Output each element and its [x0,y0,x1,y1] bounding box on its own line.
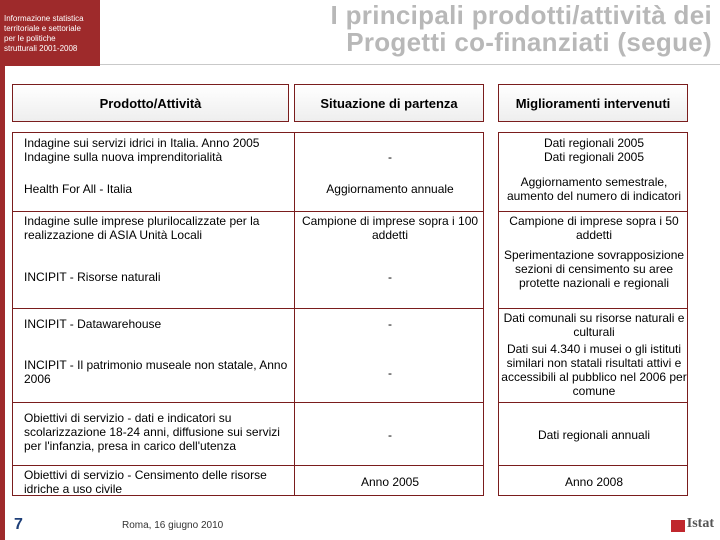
page-number: 7 [14,516,23,533]
table-cell-start: Campione di imprese sopra i 100 addetti [301,214,479,242]
table-cell-product: Indagine sui servizi idrici in Italia. Anno 2005 [24,136,260,150]
row-separator [12,308,484,309]
logo-line: Informazione statistica [4,14,84,23]
row-separator [12,465,484,466]
table-cell-product: INCIPIT - Risorse naturali [24,270,161,284]
row-separator [498,465,688,466]
logo-line: strutturali 2001-2008 [4,44,78,53]
title-rule [100,64,720,65]
header-logo-box [0,0,100,66]
table-cell-start: - [388,428,392,442]
table-cell-product: Obiettivi di servizio - Censimento delle risorse idriche a uso civile [24,468,267,496]
slide-title-line1: I principali prodotti/attività dei [330,0,712,30]
column-divider [294,132,295,496]
row-separator [498,402,688,403]
logo-line: per le politiche [4,34,56,43]
table-cell-product: Obiettivi di servizio - dati e indicatori su scolarizzazione 18-24 anni, diffusione sui servizi per l'infanzia, presa in carico dell'utenza [24,411,280,453]
table-cell-improvement: Dati comunali su risorse naturali e culturali [503,311,685,339]
istat-logo-text: Istat [686,516,714,531]
column-header-improvement: Miglioramenti intervenuti [498,84,688,122]
table-cell-improvement: Aggiornamento semestrale, aumento del numero di indicatori [506,175,682,203]
row-separator [12,211,484,212]
table-cell-improvement: Anno 2008 [564,475,624,489]
table-cell-improvement: Campione di imprese sopra i 50 addetti [509,214,679,242]
slide-title-line2: Progetti co-finanziati (segue) [346,27,712,57]
table-cell-improvement: Dati sui 4.340 i musei o gli istituti similari non statali risultati attivi e accessibili al pubblico nel 2006 per comune [501,342,687,398]
table-cell-start: - [388,366,392,380]
table-cell-start: - [388,150,392,164]
table-cell-improvement: Dati regionali 2005 [543,136,645,150]
table-cell-improvement: Dati regionali annuali [537,428,651,442]
istat-mark-icon [671,520,685,532]
istat-logo [671,516,714,532]
table-cell-start: - [388,317,392,331]
table-cell-product: Indagine sulla nuova imprenditorialità [24,150,223,164]
table-cell-product: Indagine sulle imprese plurilocalizzate per la realizzazione di ASIA Unità Locali [24,214,260,242]
table-cell-product: INCIPIT - Il patrimonio museale non statale, Anno 2006 [24,358,288,386]
row-separator [498,211,688,212]
column-header-start: Situazione di partenza [294,84,484,122]
footer-date: Roma, 16 giugno 2010 [122,520,224,531]
table-cell-improvement: Dati regionali 2005 [543,150,645,164]
column-header-product: Prodotto/Attività [12,84,289,122]
left-accent-line [0,0,5,540]
slide-title [331,2,712,56]
table-cell-product: INCIPIT - Datawarehouse [24,317,162,331]
table-cell-start: Anno 2005 [360,475,420,489]
table-cell-start: Aggiornamento annuale [326,182,454,196]
logo-line: territoriale e settoriale [4,24,81,33]
table-cell-product: Health For All - Italia [24,182,133,196]
table-cell-improvement: Sperimentazione sovrapposizione sezioni di censimento su aree protette nazionali e regionali [503,248,685,290]
row-separator [498,308,688,309]
table-cell-start: - [388,270,392,284]
row-separator [12,402,484,403]
